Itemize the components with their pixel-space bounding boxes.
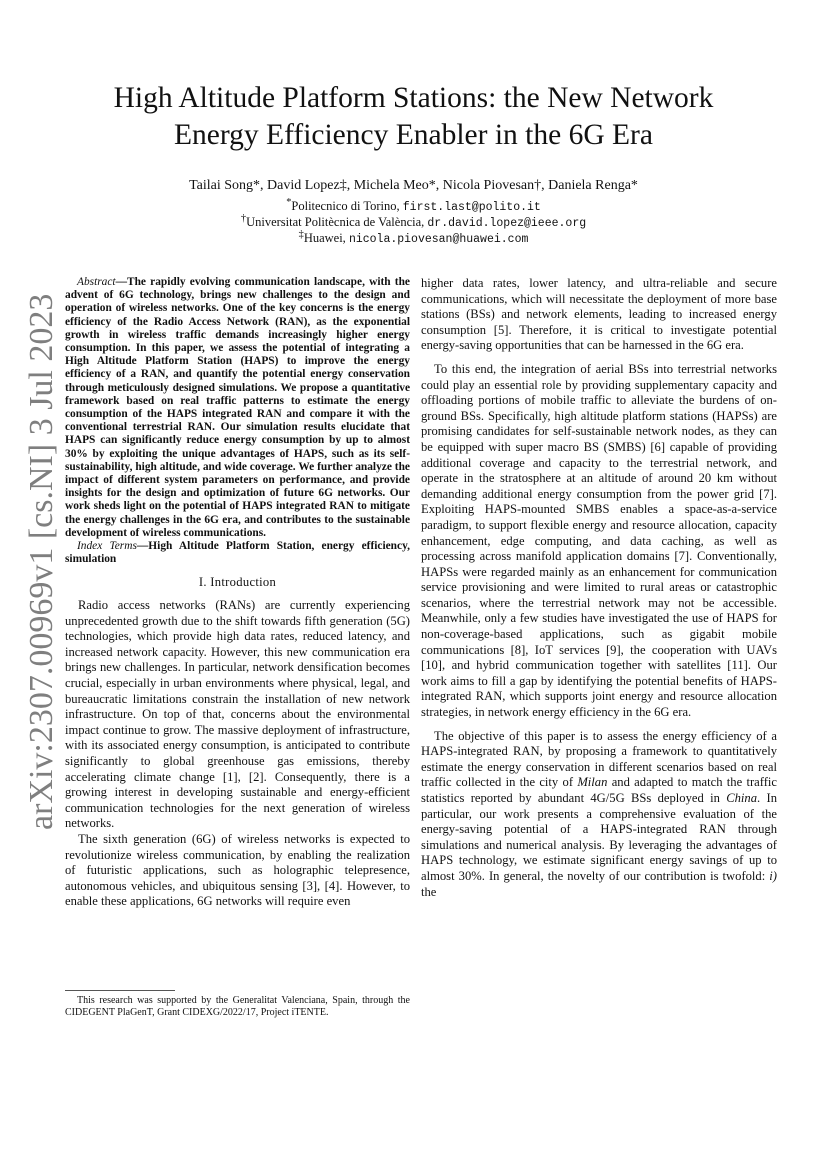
abstract-text: —The rapidly evolving communication landscape, with the advent of 6G technology, brings new challenges to the design and operation of wireless networks. One of the key concerns is the energy efficiency of the Radio Access Network (RAN), as the exponential growth in wireless traffic demands increasingly higher energy consumption. In this paper, we assess the potential of integrating a High Altitude Platform Station (HAPS) to improve the energy efficiency of a RAN, and quantify the potential energy conservation through meticulously designed simulations. We propose a quantitative framework based on real traffic patterns to estimate the energy consumption of the HAPS integrated RAN and compare it with the conventional terrestrial RAN. Our simulation results elucidate that HAPS can significantly reduce energy consumption by up to almost 30% by exploiting the unique advantages of HAPS, such as its self-sustainability, high altitude, and wide coverage. We further analyze the impact of different system parameters on performance, and provide insights for the design and optimization of future 6G networks. Our work sheds light on the potential of HAPS integrated RAN to mitigate the energy challenges in the 6G era, and contributes to the sustainable development of wireless communications. [65, 276, 410, 539]
email-link[interactable]: dr.david.lopez@ieee.org [427, 217, 587, 231]
index-terms-label: Index Terms [77, 540, 137, 553]
index-terms [65, 540, 410, 566]
affiliation-3: ‡Huawei, nicola.piovesan@huawei.com [298, 229, 529, 247]
footnote-text: This research was supported by the Generalitat Valenciana, Spain, through the CIDEGENT PlaGenT, Grant CIDEXG/2022/17, Project iTENTE. [65, 995, 410, 1018]
abstract-label: Abstract [77, 276, 116, 288]
author-list: Tailai Song*, David Lopez‡, Michela Meo*, Nicola Piovesan†, Daniela Renga* [189, 178, 638, 193]
footnote-rule [65, 990, 175, 991]
title-line-1: High Altitude Platform Stations: the New Network [113, 82, 714, 114]
right-column [421, 276, 777, 900]
arxiv-watermark: arXiv:2307.00969v1 [cs.NI] 3 Jul 2023 [23, 293, 60, 830]
affiliation-2: †Universitat Politècnica de València, dr.david.lopez@ieee.org [240, 213, 587, 231]
email-link[interactable]: first.last@polito.it [402, 201, 541, 215]
paragraph: higher data rates, lower latency, and ultra-reliable and secure communications, which will necessitate the deployment of more base stations (BSs) and network elements, leading to increased energy consumption [5]. Therefore, it is critical to investigate potential energy-saving opportunities that can be harnessed in the 6G era. [421, 276, 777, 353]
paragraph: The objective of this paper is to assess the energy efficiency of a HAPS-integrated RAN, by proposing a framework to quantitatively estimate the energy conservation in different scenarios based on real traffic collected in the city of Milan and adapted to match the traffic statistics reported by abundant 4G/5G BSs deployed in China. In particular, our work presents a comprehensive evaluation of the energy-saving potential of a HAPS-integrated RAN through simulations and numerical analysis. By leveraging the advantages of HAPS technology, we estimate significant energy savings of up to almost 30%. In general, the novelty of our contribution is twofold: i) the [421, 728, 777, 899]
footnote [65, 990, 410, 1019]
left-column [65, 276, 410, 910]
paragraph: The sixth generation (6G) of wireless networks is expected to revolutionize wireless communication, by enabling the realization of futuristic applications, such as holographic telepresence, autonomous vehicles, and ubiquitous sensing [3], [4]. However, to enable these applications, 6G networks will require even [65, 831, 410, 909]
paragraph: Radio access networks (RANs) are currently experiencing unprecedented growth due to the shift towards fifth generation (5G) technologies, which provide high data rates, reduced latency, and increased network capacity. However, this new communication era brings new challenges. In particular, network densification becomes crucial, especially in urban environments where physical, legal, and bureaucratic limitations constrain the installation of new network infrastructure. On top of that, concerns about the environmental impact continue to grow. The massive deployment of infrastructure, with its associated energy consumption, is anticipated to contribute significantly to global greenhouse gas emissions, thereby accelerating climate change [1], [2]. Consequently, there is a growing interest in developing sustainable and energy-efficient communication technologies for the next generation of wireless networks. [65, 598, 410, 831]
title-line-2: Energy Efficiency Enabler in the 6G Era [174, 119, 653, 151]
email-link[interactable]: nicola.piovesan@huawei.com [348, 233, 529, 247]
abstract [65, 276, 410, 540]
section-heading-introduction: I. Introduction [198, 575, 277, 590]
paper-title [40, 80, 787, 154]
affiliation-1: *Politecnico di Torino, first.last@polito.it [286, 197, 541, 215]
paragraph: To this end, the integration of aerial BSs into terrestrial networks could play an essential role by providing supplementary capacity and offloading portions of mobile traffic to alleviate the burdens of on-ground BSs. Specifically, high altitude platform stations (HAPSs) are promising candidates for self-sustainable network nodes, as they can be equipped with super macro BS (SMBS) [6] capable of providing additional coverage and capacity to the terrestrial network, and operate in the stratosphere at an altitude of around 20 km without demanding additional energy consumption from the power grid [7]. Exploiting HAPS-mounted SMBS enables a space-as-a-service paradigm, to support flexible energy and resource allocation, capacity enhancement, edge computing, and data caching, as well as processing across manifold application domains [7]. Conventionally, HAPSs were regarded mainly as an enhancement for communication service provisioning and were limited to rural areas or catastrophic scenarios, where the terrestrial network may not be accessible. Meanwhile, only a few studies have investigated the use of HAPS for non-coverage-based applications, such as gigabit mobile communications [8], IoT services [9], the cooperation with UAVs [10], and hybrid communication together with satellites [11]. Our work aims to fill a gap by identifying the potential benefits of HAPS-integrated RAN, which supports joint energy and resource allocation strategies, in network energy efficiency in the 6G era. [421, 361, 777, 720]
index-terms-text: —High Altitude Platform Station, energy efficiency, simulation [65, 540, 410, 566]
